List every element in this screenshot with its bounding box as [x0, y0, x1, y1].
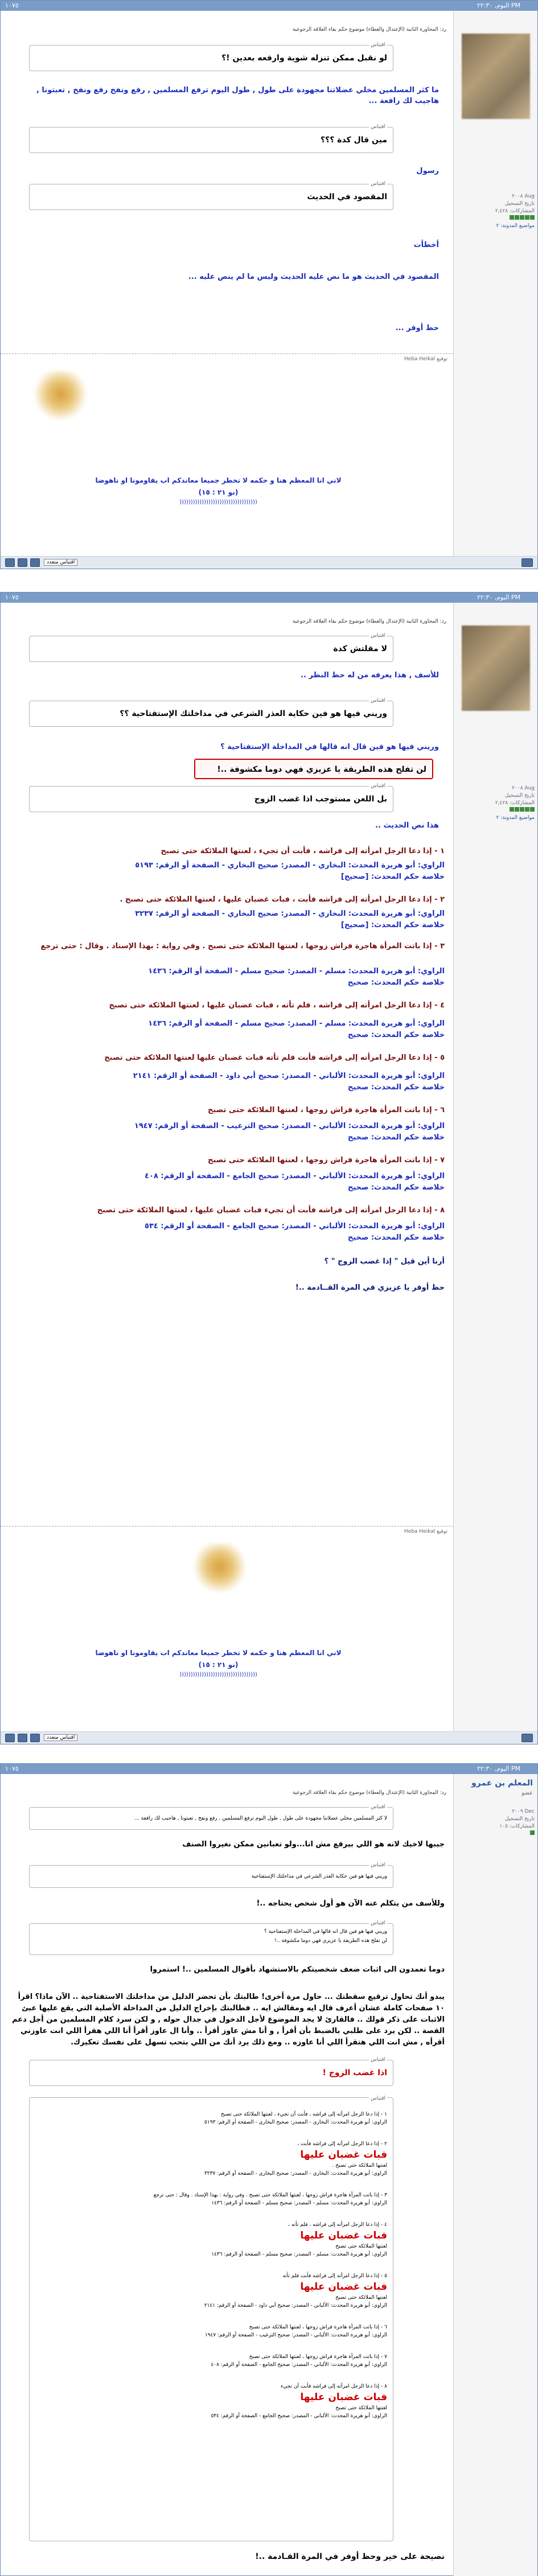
join-date: Aug ٢٠٠٨ — [512, 194, 535, 199]
hadith-line-highlight: فبات غضبان عليها — [300, 2149, 387, 2161]
reputation-bar — [457, 807, 535, 814]
quote-2 — [29, 698, 393, 727]
posts-count: المشاركات: ١٠٥ — [499, 1824, 535, 1829]
post-header — [1, 1, 537, 11]
hadith-line: ٣ - إذا باتت المرأة هاجرة فراش زوجها ، لعنتها الملائكة حتى تصبح . وفي رواية : بهذا الإسناد . وقال : حتى ترجع — [153, 2192, 387, 2198]
hadith-line: ٤ - إذا دعا الرجل امرأته إلى فراشه ، فلم تأته ، — [288, 2222, 387, 2228]
join-label: تاريخ التسجيل — [504, 793, 535, 799]
user-title: عضو — [521, 1790, 533, 1796]
post-1 — [0, 0, 538, 569]
hadith-4-grade: خلاصة حكم المحدث: صحيح — [347, 1031, 445, 1039]
user-meta — [457, 1808, 535, 1838]
quote-label: اقتباس — [369, 698, 387, 703]
post-footer — [1, 556, 537, 569]
post-date: اليوم, ٢٢:٣٠ PM — [477, 594, 520, 601]
hadith-7-grade: خلاصة حكم المحدث: صحيح — [347, 1183, 445, 1192]
quote-3 — [29, 1920, 393, 1955]
post-text: هذا نص الحديث .. — [375, 821, 439, 830]
report-icon[interactable] — [5, 1734, 15, 1742]
hadith-6-text: ٦ - إذا باتت المرأة هاجرة فراش زوجها ، لعنتها الملائكة حتى تصبح — [208, 1106, 445, 1114]
hadith-line: الراوي: أبو هريرة المحدث: الألباني - المصدر: صحيح الجامع - الصفحة أو الرقم: ٥٣٤ — [211, 2413, 387, 2419]
quote-label: اقتباس — [369, 1804, 387, 1810]
hadith-line: الراوي: أبو هريرة المحدث: الألباني - المصدر: صحيح الترغيب - الصفحة أو الرقم: ١٩٤٧ — [204, 2332, 387, 2338]
user-panel — [453, 11, 537, 557]
multiquote-button[interactable]: اقتباس متعدد — [44, 559, 77, 566]
quote-label: اقتباس — [369, 783, 387, 789]
post-number[interactable]: ١٠٧٥ — [5, 1765, 19, 1772]
hadith-4-text: ٤ - إذا دعا الرجل امرأته إلى فراشه ، فلم تأته ، فبات غضبان عليها ، لعنتها الملائكة حتى تصبح — [109, 1001, 445, 1010]
hadith-3-text: ٣ - إذا باتت المرأة هاجرة فراش زوجها ، لعنتها الملائكة حتى تصبح . وفي رواية : بهذا الإسناد . وقال : حتى ترجع — [40, 942, 445, 950]
reply-icon[interactable] — [521, 558, 533, 567]
multiquote-button[interactable]: اقتباس متعدد — [44, 1734, 77, 1741]
post-text: وريني فيها هو فين قال انه قالها في المداخلة الإستفتاحية ؟ — [220, 743, 439, 751]
quote-label: اقتباس — [369, 2094, 387, 2102]
signature — [1, 1526, 453, 1725]
join-label: تاريخ التسجيل — [504, 1816, 535, 1822]
hadith-line-highlight: فبات غضبان عليها — [300, 2230, 387, 2241]
post-date: اليوم, ٢٢:٣٠ PM — [477, 1765, 520, 1772]
hadith-3-grade: خلاصة حكم المحدث: صحيح — [347, 978, 445, 987]
signature-ref: (نو ٢١ : ١٥) — [198, 488, 239, 496]
posts-count: المشاركات: ٢,٤٢٨ — [495, 800, 535, 806]
multiquote-icon[interactable] — [18, 558, 27, 567]
post-text: أرنا أين قيل " إذا غضب الزوج " ؟ — [324, 1257, 445, 1266]
quote-text: بل اللعن مستوجب اذا غضب الزوج — [254, 795, 387, 804]
hadith-3-source: الراوي: أبو هريرة المحدث: مسلم - المصدر: صحيح مسلم - الصفحة أو الرقم: ١٤٣٦ — [148, 967, 445, 976]
hadith-5-source: الراوي: أبو هريرة المحدث: الألباني - المصدر: صحيح أبي داود - الصفحة أو الرقم: ٢١٤١ — [133, 1072, 445, 1080]
quote-text: لا كثر المسلمين مخلي عضلاتنا مجهودة على طول , طول اليوم ترفع المسلمين , رفع ونفخ , تعبتونا , هاجيب لك رافعة ... — [134, 1816, 387, 1821]
user-panel — [453, 1774, 537, 2576]
post-text: نصيحة على خير وحظ أوفر في المرة القـادمة ..! — [255, 2552, 445, 2561]
hadith-1-source: الراوي: أبو هريرة المحدث: البخاري - المصدر: صحيح البخاري - الصفحة أو الرقم: ٥١٩٣ — [135, 861, 445, 870]
hadith-line: الراوي: أبو هريرة المحدث: الألباني - المصدر: صحيح أبي داود - الصفحة أو الرقم: ٢١٤١ — [204, 2303, 387, 2308]
post-text: ما كثر المسلمين مخلي عضلاتنا مجهودة على طول , طول اليوم ترفع المسلمين , رفع ونفخ رفع ونفخ , تعبتونا , هاجيب لك رافعة ... — [36, 86, 439, 105]
post-date: اليوم, ٢٢:٣٠ PM — [477, 2, 520, 9]
post-text: للأسف , هذا يعرفه من له حظ النظر .. — [301, 671, 439, 680]
quote-icon[interactable] — [30, 1734, 40, 1742]
post-title: رد: المحاورة الثانية (الإعتدال والعطاء) موضوع حكم بقاء العلاقة الرجوعية — [292, 619, 446, 624]
quote-text: لن تفلح هذه الطريقة يا عزيزي فهي دوما مكشوفة ..! — [217, 765, 426, 774]
quote-label: اقتباس — [369, 633, 387, 639]
post-text: حظ أوفر ... — [395, 324, 439, 332]
hadith-line: لعنتها الملائكة حتى تصبح — [335, 2295, 387, 2301]
quote-1 — [29, 633, 393, 662]
hadith-line-highlight: فبات غضبان عليها — [300, 2392, 387, 2403]
signature-label: توقيع Heba Heikal — [404, 356, 447, 362]
hadith-1-grade: خلاصة حكم المحدث: [صحيح] — [340, 873, 445, 881]
quote-label: اقتباس — [369, 2057, 387, 2063]
signature-label: توقيع Heba Heikal — [404, 1529, 447, 1534]
quote-text: وريني فيها هو فين حكاية العذر الشرعي في مداخلتك الإستفتاحية ؟؟ — [120, 709, 387, 718]
quote-text: اذا غضب الزوج ! — [322, 2068, 387, 2077]
quote-label: اقتباس — [369, 124, 387, 130]
hadith-2-grade: خلاصة حكم المحدث: [صحيح] — [340, 921, 445, 929]
hadith-line-highlight: فبات غضبان عليها — [300, 2281, 387, 2293]
quote-icon[interactable] — [30, 558, 40, 567]
hadith-line: ٨ - إذا دعا الرجل امرأته إلى فراشه فأبت أن تجيء — [281, 2384, 387, 2389]
hadith-4-source: الراوي: أبو هريرة المحدث: مسلم - المصدر: صحيح مسلم - الصفحة أو الرقم: ١٤٣٦ — [148, 1019, 445, 1028]
quote-3 — [29, 181, 393, 210]
signature-wave: ((((((((((((((((((((((((((((((((((( — [179, 499, 257, 505]
post-header — [1, 1764, 537, 1774]
hadith-line: ٧ - إذا باتت المرأة هاجرة فراش زوجها ، لعنتها الملائكة حتى تصبح — [249, 2354, 387, 2360]
join-date: Aug ٢٠٠٨ — [512, 785, 535, 791]
quote-label: اقتباس — [369, 1920, 387, 1926]
post-3 — [0, 1763, 538, 2576]
hadith-1-text: ١ - إذا دعا الرجل امرأته إلى فراشه ، فأبت أن تجيء ، لعنتها الملائكة حتى تصبح — [161, 847, 445, 855]
post-2 — [0, 592, 538, 1744]
reply-icon[interactable] — [521, 1734, 533, 1742]
post-text: المقصود في الحديث هو ما نص عليه الحديث وليس ما لم ينص عليه ... — [188, 273, 439, 281]
post-title: رد: المحاورة الثانية (الإعتدال والعطاء) موضوع حكم بقاء العلاقة الرجوعية — [292, 27, 446, 32]
blog-topics[interactable]: مواضيع المدونة: ٢ — [496, 223, 535, 229]
quote-text: المقصود في الحديث — [307, 192, 387, 201]
hadith-7-text: ٧ - إذا باتت المرأة هاجرة فراش زوجها ، لعنتها الملائكة حتى تصبح — [208, 1156, 445, 1164]
signature-image — [35, 371, 86, 422]
hadith-8-text: ٨ - إذا دعا الرجل امرأته إلى فراشه فأبت أن تجيء فبات غضبان عليها ، لعنتها الملائكة حتى تصبح — [97, 1206, 445, 1215]
reputation-bar — [457, 215, 535, 223]
post-footer — [1, 1731, 537, 1744]
quote-1 — [29, 42, 393, 71]
hadith-line: ٥ - إذا دعا الرجل امرأته إلى فراشه فأبت فلم تأته — [282, 2273, 387, 2279]
hadith-line: ١ - إذا دعا الرجل امرأته إلى فراشه ، فأبت أن تجيء ، لعنتها الملائكة حتى تصبح — [220, 2112, 387, 2117]
avatar[interactable] — [462, 34, 530, 119]
quote-text: لن تفلح هذه الطريقة يا عزيزي فهي دوما مكشوفة ..! — [274, 1938, 387, 1944]
hadith-line: لعنتها الملائكة حتى تصبح . — [332, 2163, 387, 2168]
signature-image — [194, 1544, 245, 1595]
join-date: Dec ٢٠٠٩ — [512, 1809, 535, 1814]
post-text: جيبها لاخيك لانه هو اللي بيرفع مش انا...ولو تعبانين ممكن نغيروا الصنف — [182, 1840, 445, 1849]
quote-label: اقتباس — [369, 181, 387, 187]
hadith-7-source: الراوي: أبو هريرة المحدث: الألباني - المصدر: صحيح الجامع - الصفحة أو الرقم: ٤٠٨ — [145, 1172, 445, 1180]
hadith-2-source: الراوي: أبو هريرة المحدث: البخاري - المصدر: صحيح البخاري - الصفحة أو الرقم: ٣٢٣٧ — [135, 910, 445, 918]
quote-1 — [29, 1804, 393, 1830]
quote-text: لا مقلتش كدة — [333, 644, 387, 653]
hadith-8-source: الراوي: أبو هريرة المحدث: الألباني - المصدر: صحيح الجامع - الصفحة أو الرقم: ٥٣٤ — [145, 1222, 445, 1231]
post-text: حظ أوفر يا عزيزي في المرة القــادمة ..! — [295, 1283, 445, 1292]
hadith-5-grade: خلاصة حكم المحدث: صحيح — [347, 1083, 445, 1092]
post-text: رسول — [416, 167, 439, 175]
join-label: تاريخ التسجيل — [504, 201, 535, 207]
quote-2 — [29, 124, 393, 153]
quote-label: اقتباس — [369, 42, 387, 48]
username[interactable]: المعلم بن عمرو — [471, 1779, 533, 1788]
signature-ref: (نو ٢١ : ١٥) — [198, 1661, 239, 1669]
highlighted-quote — [194, 759, 433, 779]
hadith-line: لعنتها الملائكة حتى تصبح — [335, 2244, 387, 2249]
user-meta — [457, 193, 535, 230]
quote-4 — [29, 2057, 393, 2086]
hadith-line: الراوي: أبو هريرة المحدث: مسلم - المصدر: صحيح مسلم - الصفحة أو الرقم: ١٤٣٦ — [211, 2252, 387, 2257]
hadith-8-grade: خلاصة حكم المحدث: صحيح — [347, 1233, 445, 1242]
quote-label: اقتباس — [369, 1862, 387, 1868]
user-panel — [453, 603, 537, 1733]
signature-text: لاني انا المعظم هنا و حكمه لا تخطر جميعا معاندكم اب يقاومونا او ناهوضا — [95, 1649, 342, 1657]
post-number[interactable]: ١٠٧٥ — [5, 594, 19, 601]
post-text: أخطأت — [413, 241, 439, 249]
signature-text: لاني انا المعظم هنا و حكمه لا تخطر جميعا معاندكم اب يقاومونا او ناهوضا — [95, 476, 342, 484]
signature-wave: ((((((((((((((((((((((((((((((((((( — [179, 1672, 257, 1678]
avatar[interactable] — [462, 626, 530, 711]
hadith-line: الراوي: أبو هريرة المحدث: البخاري - المصدر: صحيح البخاري - الصفحة أو الرقم: ٣٢٣٧ — [204, 2171, 387, 2176]
quote-text: لو نقبل ممكن تنزله شوية وارفعه بعدين !؟ — [221, 54, 387, 63]
hadith-line: الراوي: أبو هريرة المحدث: الألباني - المصدر: صحيح الجامع - الصفحة أو الرقم: ٤٠٨ — [211, 2362, 387, 2368]
report-icon[interactable] — [5, 558, 15, 567]
quote-text: وريني فيها هو فين حكاية العذر الشرعي في مداخلتك الإستفتاحية — [251, 1874, 387, 1879]
hadith-line: ٢ - إذا دعا الرجل امرأته إلى فراشه فأبت ، — [297, 2141, 387, 2147]
user-meta — [457, 785, 535, 822]
hadith-5-text: ٥ - إذا دعا الرجل امرأته إلى فراشه فأبت فلم تأته فبات غضبان عليها لعنتها الملائكة حتى تصبح — [104, 1054, 445, 1062]
post-text: وللأسف من يتكلم عنه الآن هو أول شخص يحتاجه ..! — [256, 1899, 445, 1908]
hadith-6-source: الراوي: أبو هريرة المحدث: الألباني - المصدر: صحيح الترغيب - الصفحة أو الرقم: ١٩٤٧ — [134, 1122, 445, 1130]
blog-topics[interactable]: مواضيع المدونة: ٢ — [496, 815, 535, 821]
post-paragraph: يبدو أنك تحاول ترقيع سقطتك ... حاول مرة أخرى! طالبتك بأن تحضر الدليل من مداخلتك الاستفتاحية .. الآن ماذا؟ اقرأ ١٠ صفحات كاملة عشان أعرف قال ايه ومقالش ايه .. فطالبتك بإخراج الدليل من المداخلة الأصلية التي يقع عليها عبئ الاثبات على ذكر قولك .. فالقارئ لا يجد الموضوع لأجل الدخول في جدال حوله , و لكن سرد كلام المسلمين من أجل دعم القصة .. لكن يرد على طلبي بالضبط بأن أقرأ , و أنا مش عاوز أقرأ .. وأنا ال عاوز أقرأ أنا اللي هقرأ اللي انت عاوزني أقرأه , مش انت اللي هتقرأ اللي أنا عاوزه .. ومع ذلك يرد أنك من اللي بتحب تسهل على نفسك تعكيرك. — [12, 1993, 445, 2047]
quote-text: وريني فيها هو فين قال انه قالها في المداخلة الإستفتاحية ؟ — [264, 1929, 387, 1935]
hadith-line: لعنتها الملائكة حتى تصبح — [335, 2405, 387, 2411]
quote-5 — [29, 2097, 393, 2541]
signature — [1, 353, 453, 547]
quote-2 — [29, 1862, 393, 1888]
post-number[interactable]: ١٠٧٥ — [5, 2, 19, 9]
multiquote-icon[interactable] — [18, 1734, 27, 1742]
quote-text: مين قال كدة ؟؟؟ — [320, 135, 387, 145]
reputation-bar — [457, 1830, 535, 1838]
posts-count: المشاركات: ٢,٤٢٨ — [495, 208, 535, 214]
hadith-6-grade: خلاصة حكم المحدث: صحيح — [347, 1133, 445, 1142]
hadith-line: الراوي: أبو هريرة المحدث: مسلم - المصدر: صحيح مسلم - الصفحة أو الرقم: ١٤٣٦ — [211, 2200, 387, 2206]
post-text: دوما تعمدون الى اثبات ضعف شخصيتكم بالاستشهاد بأقوال المسلمين ..! استمروا — [150, 1965, 445, 1974]
hadith-line: ٦ - إذا باتت المرأة هاجرة فراش زوجها ، لعنتها الملائكة حتى تصبح — [249, 2324, 387, 2330]
quote-3 — [29, 783, 393, 812]
post-header — [1, 592, 537, 603]
hadith-2-text: ٢ - إذا دعا الرجل امرأته إلى فراشه فأبت ، فبات غضبان عليها ، لعنتها الملائكة حتى تصبح . — [120, 895, 445, 904]
hadith-line: الراوي: أبو هريرة المحدث: البخاري - المصدر: صحيح البخاري - الصفحة أو الرقم: ٥١٩٣ — [204, 2120, 387, 2125]
post-title: رد: المحاورة الثانية (الإعتدال والعطاء) موضوع حكم بقاء العلاقة الرجوعية — [292, 1790, 446, 1796]
